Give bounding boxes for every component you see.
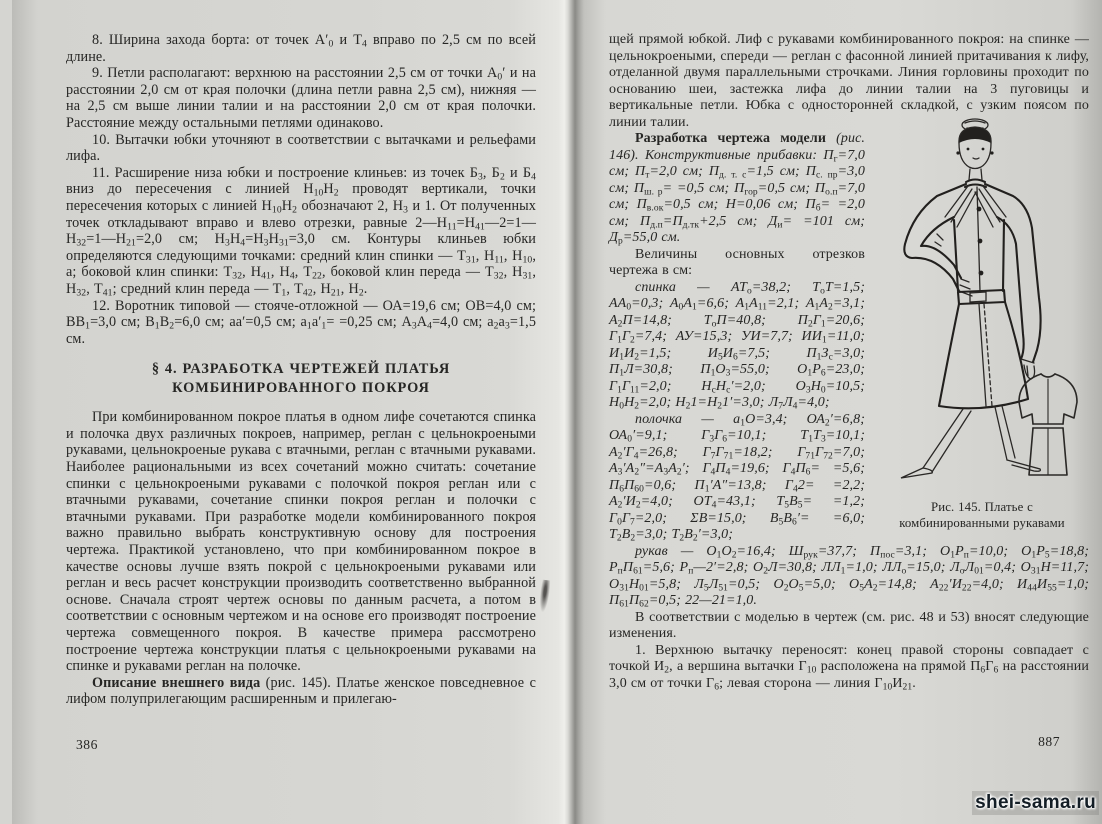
list-item-11: 11. Расширение низа юбки и построение клиньев: из точек $Б_3$, $Б_2$ и $Б_4$ вниз до пересечения с линией $Н_{10}Н_2$ проводят вертикали, точки пересечения которых с линией $Н_{10}Н_2$ обозначают 2, $Н_3$ и 1. От полученных точек откладывают вправо и влево отрезки, равные $2—Н_{11}=Н_{41}—2=1—Н_{32}=1—Н_{21}=2,0$ см; $Н_3Н_4=Н_3Н_{31}=3,0$ см. Контуры клиньев юбки определяются следующими точками: средний клин спинки — $Т_{31}$, $Н_{11}$, $Н_{10}$, а; боковой клин спинки: $Т_{32}$, $Н_{41}$, $Н_4$, $Т_{22}$, боковой клин переда — $Т_{32}$, $Н_{31}$, $Н_{32}$, $Т_{41}$; средний клин переда — $Т_1$, $Т_{42}$, $Н_{21}$, $Н_2$. <box>66 164 537 299</box>
back-view-sketch <box>1019 374 1077 475</box>
list-item-10: 10. Вытачки юбки уточняют в соответствии с вытачками и рельефами лифа. <box>66 131 536 165</box>
page-left <box>12 0 564 824</box>
sleeve-values: рукав — $О_1О_2=16,4$; $Ш_{рук}=37,7$; $П_{пос}=3,1$; $О_1Р_п=10,0$; $О_1Р_5=18,8$; $Р_пП_{61}=5,6$; $Р_п—2'=2,8$; $О_2Л=30,8$; $ЛЛ_1=1,0$; $ЛЛ_о=15,0$; $Л_оЛ_{01}=0,4$; $О_{31}Н=11,7$; $О_{31}Н_{01}=5,8$; $Л_5Л_{51}=0,5$; $О_2О_5=5,0$; $О_5А_2=14,8$; $А_{22}'И_{22}=4,0$; $И_{44}И_{55}=1,0$; $П_{61}П_{62}=0,5$; 22—21=1,0. <box>609 543 1090 610</box>
list-item-9: 9. Петли располагают: верхнюю на расстоянии 2,5 см от точки $А_0'$ и на расстоянии 2,0 см от края полочки (длина петли равна 2,5 см), нижняя — на 2,5 см выше линии талии и на расстоянии 2,0 см от края полочки. Расстояние между остальными петлями одинаково. <box>66 65 537 131</box>
watermark: shei-sama.ru <box>972 791 1099 815</box>
page-gutter <box>564 0 584 824</box>
page-left-body <box>12 0 564 796</box>
page-number-right: 887 <box>1038 734 1060 749</box>
figure-caption: Рис. 145. Платье с комбинированными рукавами <box>899 500 1065 530</box>
list-item-12: 12. Воротник типовой — стояче-отложной — ОА=19,6 см; ОВ=4,0 см; $ВВ_1=3,0$ см; $В_1В_2=6,0$ см; аа′=0,5 см; $а_1а'_1= =0,25$ см; $А_3А_4=4,0$ см; $а_2а_3=1,5$ см. <box>66 297 537 347</box>
section-heading-line1: § 4. РАЗРАБОТКА ЧЕРТЕЖЕЙ ПЛАТЬЯ <box>151 361 451 378</box>
fashion-illustration <box>875 116 1089 498</box>
book-edge-left <box>0 0 12 824</box>
list-item-8: 8. Ширина захода борта: от точек $А'_0$ и $Т_4$ вправо по 2,5 см по всей длине. <box>66 32 536 65</box>
continuation-paragraph: щей прямой юбкой. Лиф с рукавами комбинированного покроя: на спинке — цельнокроеными, спереди — реглан с фасонной линией притачивания к лифу, отделанной двумя параллельными строчками. Линия горловины проходит по основанию шеи, застежка лифа до линии талии на 3 пуговицы и вертикальные петли. Юбка с односторонней складкой, с узким поясом по линии талии. <box>609 32 1089 130</box>
values-heading: Величины основных отрезков чертежа в см: <box>609 246 865 278</box>
page-number-left: 386 <box>76 737 98 752</box>
section-heading <box>76 360 526 398</box>
description-label: Описание внешнего вида <box>92 674 261 691</box>
front-values: полочка — $а_1О=3,4$; $ОА_2'=6,8$; $ОА_0'=9,1$; $Г_3Г_6=10,1$; $Т_1Т_3=10,1$; $А_2'Г_4=26,8$; $Г_7Г_{71}=18,2$; $Г_{71}Г_{72}=7,0$; $А_3'А_2''=А_3А_2'$; $Г_4П_4=19,6$; $Г_4П_6= =5,6$; $П_6П_{60}=0,6$; $П_1'А''=13,8$; $Г_42= =2,2$; $А_2'И_2=4,0$; $ОТ_4=43,1$; $Т_5В_5= =1,2$; $Г_0Г_7=2,0$; ΣВ=15,0; $В_5В_6'= =6,0$; $Т_2В_2=3,0$; $Т_2В_2'=3,0$; <box>609 411 866 544</box>
change-1-paragraph: 1. Верхнюю вытачку переносят: конец правой стороны совпадает с точкой $И_2$, а вершина вытачки $Г_{10}$ расположена на прямой $П_6Г_6$ на расстоянии 3,0 см от точки $Г_6$; левая сторона — линия $Г_{10}И_{21}$. <box>609 642 1089 693</box>
description-paragraph <box>66 675 536 708</box>
page-right-body <box>584 0 1102 796</box>
develop-values: (рис. 146). Конструктивные прибавки: $П_г=7,0$ см; $П_т=2,0$ см; $П_{д. т. с}=1,5$ см; $П_{с. пр}=3,0$ см; $П_{ш. р}= =0,5$ см; $П_{гор}=0,5$ см; $П_{о.п}=7,0$ см; $П_{в.ок}=0,5$ см; Н=0,06 см; $П_б= =2,0$ см; $П_{д.п}=П_{д.тк}+2,5$ см; $Д_и= =101$ см; $Д_р=55,0$ см. <box>609 131 866 247</box>
develop-label: Разработка чертежа модели <box>635 131 826 146</box>
intro-paragraph: При комбинированном покрое платья в одном лифе сочетаются спинка и полочка двух различных покроев, например, реглан с цельнокроеными рукавами, цельнокроеные рукава с втачными, реглан с втачными рукавами. Наиболее рациональными из всех сочетаний можно считать: сочетание спинки с цельнокроеными рукавами с полочкой покроя реглан или с втачными рукавами, сочетание спинки покроя реглан и полочки с втачными рукавами. При разработке модели комбинированного покроя важно правильно выбрать конструктивную основу для построения чертежа. Практикой установлено, что при комбинированном покрое в качестве основы лучше взять покрой с цельнокроеными рукавами или реглан и весь расчет конструкции производить соответственно выбранной основе. Сначала строят чертеж основы по данным расчета, а потом в соответствии с основным чертежом и на основе его производят построение чертежа совмещенного покроя. В качестве примера рассмотрено построение чертежа конструкции платья с цельнокроеными рукавами на спинке и рукавами реглан на полочке. <box>66 409 536 675</box>
back-values: спинка — $АТ_о=38,2$; $Т_оТ=1,5$; $АА_0=0,3$; $А_0А_1=6,6$; $А_1А_{11}=2,1$; $А_1А_2=3,1$; $А_2П=14,8$; $Т_оП=40,8$; $П_2Г_1=20,6$; $Г_1Г_2=7,4$; АУ=15,3; УИ=7,7; $ИИ_1=11,0$; $И_1И_2=1,5$; $И_5И_6=7,5$; $П_1З_с=3,0$; $П_1Л=30,8$; $П_1О_3=55,0$; $О_1Р_6=23,0$; $Г_1Г_{11}=2,0$; $Н_сН_с'=2,0$; $О_3Н_0=10,5$; $Н_0Н_2=2,0$; $Н_21=Н_21'=3,0$; $Л_7Л_4=4,0$; <box>609 279 865 412</box>
section-heading-line2: КОМБИНИРОВАННОГО ПОКРОЯ <box>172 380 430 397</box>
page-right <box>584 0 1102 824</box>
figure-145 <box>875 116 1089 531</box>
figure-float-spacer <box>1089 32 1090 116</box>
description-text: (рис. 145). Платье женское повседневное с лифом полуприлегающим расширенным и прилегаю- <box>66 674 536 708</box>
model-note-paragraph: В соответствии с моделью в чертеж (см. рис. 48 и 53) вносят следующие изменения. <box>609 609 1089 641</box>
